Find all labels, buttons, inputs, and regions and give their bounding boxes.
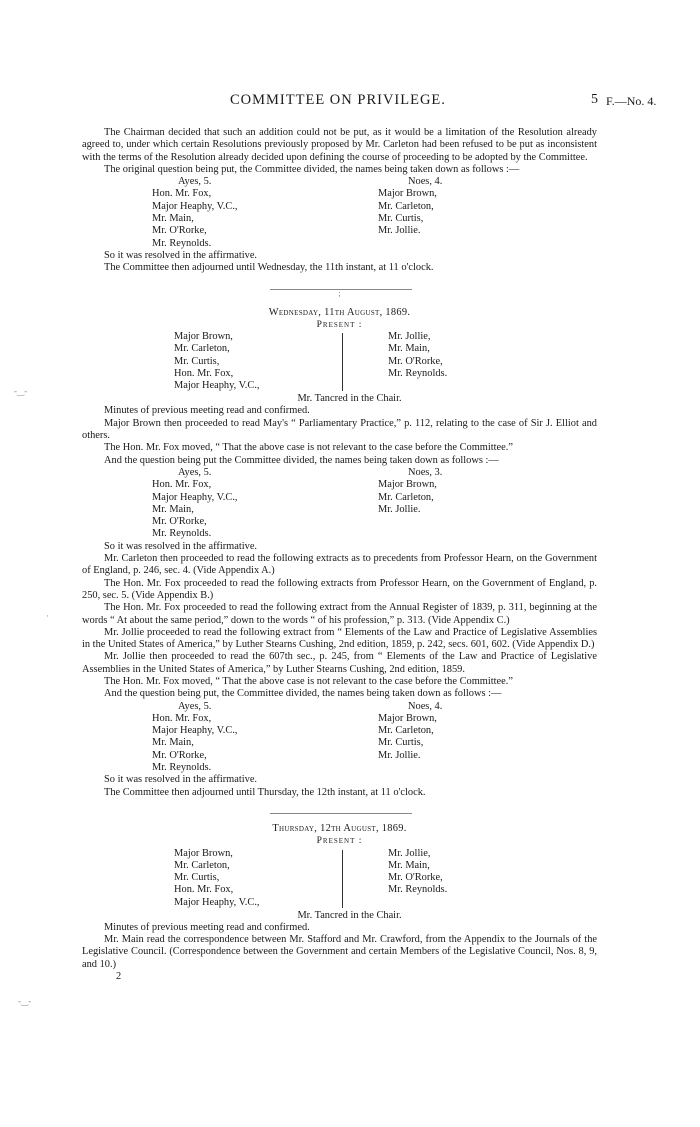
- document-body: [82, 127, 597, 983]
- present-heading: Present :: [316, 836, 363, 847]
- paragraph: The Committee then adjourned until Thursday, the 12th instant, at 11 o'clock.: [104, 786, 426, 798]
- member-name: Major Brown,: [378, 188, 437, 200]
- member-name: Mr. Main,: [152, 737, 194, 749]
- member-name: Major Brown,: [378, 712, 437, 724]
- margin-mark: -‿-: [18, 996, 32, 1006]
- noes-column: [378, 467, 442, 516]
- paragraph: So it was resolved in the affirmative.: [104, 249, 258, 261]
- ayes-column: [152, 467, 597, 541]
- paragraph: The Hon. Mr. Fox moved, “ That the above case is not relevant to the case before the Committee.”: [104, 675, 513, 687]
- noes-heading: Noes, 3.: [408, 466, 443, 478]
- member-name: Mr. Carleton,: [378, 491, 434, 503]
- member-name: Mr. Jollie,: [388, 331, 431, 343]
- attendance-list: [82, 848, 597, 910]
- attendance-right: [388, 848, 447, 897]
- paragraph: So it was resolved in the affirmative.: [104, 774, 258, 786]
- member-name: Major Heaphy, V.C.,: [174, 896, 260, 908]
- paragraph: Major Brown then proceeded to read May's “ Parliamentary Practice,” p. 112, relating to the case of Sir J. Elliot and others.: [82, 417, 597, 442]
- page-title: COMMITTEE ON PRIVILEGE.: [230, 92, 446, 108]
- noes-heading: Noes, 4.: [408, 700, 443, 712]
- member-name: Mr. Reynolds.: [388, 884, 448, 896]
- page-header: [80, 94, 684, 110]
- member-name: Major Heaphy, V.C.,: [174, 380, 260, 392]
- member-name: Mr. Main,: [152, 503, 194, 515]
- attendance-right: [388, 331, 447, 380]
- paragraph: The Hon. Mr. Fox proceeded to read the following extracts from Professor Hearn, on the Government of England, p. 250, sec. 5. (Vide Appendix B.): [82, 577, 597, 601]
- present-heading: Present :: [316, 319, 363, 330]
- attendance-left: [174, 848, 260, 909]
- member-name: Mr. O'Rorke,: [152, 225, 207, 237]
- paragraph: The Chairman decided that such an addition could not be put, as it would be a limitation of the Resolution already agreed to, under which certain Resolutions previously proposed by Mr. Carleton had been refused to be put as inconsistent with the terms of the Resolution already decided upon defining the course of proceeding to be adopted by the Committee.: [82, 127, 597, 163]
- member-name: Mr. Carleton,: [174, 343, 230, 355]
- member-name: Mr. Carleton,: [378, 725, 434, 737]
- division-list: [82, 467, 597, 541]
- member-name: Major Brown,: [174, 847, 233, 859]
- ayes-heading: Ayes, 5.: [178, 176, 212, 188]
- paragraph: Minutes of previous meeting read and confirmed.: [104, 921, 310, 933]
- member-name: Major Heaphy, V.C.,: [152, 491, 238, 503]
- ayes-heading: Ayes, 5.: [178, 466, 212, 478]
- member-name: Mr. Jollie.: [378, 749, 421, 761]
- division-list: [82, 701, 597, 775]
- paragraph: So it was resolved in the affirmative.: [104, 540, 258, 552]
- paper-reference: F.—No. 4.: [606, 94, 657, 108]
- margin-mark: ·: [46, 611, 49, 621]
- attendance-left: [174, 331, 260, 392]
- divider-mark: ;: [338, 288, 341, 298]
- member-name: Hon. Mr. Fox,: [174, 884, 234, 896]
- noes-column: [378, 701, 442, 762]
- member-name: Major Heaphy, V.C.,: [152, 725, 238, 737]
- member-name: Mr. Main,: [152, 213, 194, 225]
- paragraph: The original question being put, the Committee divided, the names being taken down as follows :—: [104, 163, 520, 175]
- member-name: Mr. Reynolds.: [152, 528, 212, 540]
- member-name: Mr. Carleton,: [378, 200, 434, 212]
- member-name: Mr. Carleton,: [174, 859, 230, 871]
- chair-line: Mr. Tancred in the Chair.: [297, 393, 402, 405]
- member-name: Hon. Mr. Fox,: [152, 188, 212, 200]
- member-name: Major Brown,: [378, 479, 437, 491]
- member-name: Hon. Mr. Fox,: [152, 712, 212, 724]
- member-name: Mr. Curtis,: [174, 872, 220, 884]
- paragraph: Mr. Jollie then proceeded to read the 607th sec., p. 245, from “ Elements of the Law and Practice of Legislative Assemblies in the United States of America,” by Luther Stearns Cushing, 2nd edition, 1859.: [82, 651, 597, 675]
- member-name: Mr. Curtis,: [378, 213, 424, 225]
- member-name: Mr. O'Rorke,: [388, 872, 443, 884]
- noes-column: [378, 176, 442, 237]
- paragraph: Mr. Jollie proceeded to read the following extract from “ Elements of the Law and Practice of Legislative Assemblies in the United States of America,” by Luther Stearns Cushing, 2nd edition, 1859, p. 242, secs. 601, 602. (Vide Appendix D.): [82, 626, 597, 651]
- ayes-heading: Ayes, 5.: [178, 700, 212, 712]
- ayes-column: [152, 701, 597, 775]
- paragraph: Mr. Main read the correspondence between Mr. Stafford and Mr. Crawford, from the Appendix to the Journals of the Legislative Council. (Correspondence between the Government and certain Members of the Legislative Council, Nos. 8, 9, and 10.): [82, 934, 597, 970]
- noes-heading: Noes, 4.: [408, 176, 443, 188]
- paragraph: Mr. Carleton then proceeded to read the following extracts as to precedents from Professor Hearn, on the Government of England, p. 246, sec. 4. (Vide Appendix A.): [82, 553, 597, 577]
- margin-mark: -‿-: [14, 386, 28, 396]
- member-name: Hon. Mr. Fox,: [174, 368, 234, 380]
- member-name: Mr. Reynolds.: [152, 762, 212, 774]
- ayes-column: [152, 176, 597, 250]
- member-name: Mr. Jollie.: [378, 225, 421, 237]
- paragraph: And the question being put the Committee divided, the names being taken down as follows :—: [104, 454, 499, 466]
- member-name: Mr. Reynolds.: [152, 237, 212, 249]
- member-name: Mr. Reynolds.: [388, 368, 448, 380]
- member-name: Mr. Main,: [388, 343, 430, 355]
- paragraph: The Hon. Mr. Fox proceeded to read the following extract from the Annual Register of 1839, p. 311, beginning at the words “ At about the same period,” down to the words “ of his profession,” p. 313. (Vide Appendix C.): [82, 602, 597, 626]
- meeting-date: Wednesday, 11th August, 1869.: [268, 306, 411, 318]
- column-rule: [342, 850, 343, 908]
- column-rule: [342, 333, 343, 391]
- member-name: Mr. O'Rorke,: [388, 355, 443, 367]
- paragraph: The Committee then adjourned until Wednesday, the 11th instant, at 11 o'clock.: [104, 262, 434, 274]
- member-name: Mr. Curtis,: [378, 737, 424, 749]
- member-name: Hon. Mr. Fox,: [152, 479, 212, 491]
- page-number: 5: [591, 92, 598, 107]
- member-name: Mr. O'Rorke,: [152, 749, 207, 761]
- meeting-date: Thursday, 12th August, 1869.: [272, 822, 407, 834]
- section-divider: [270, 813, 412, 814]
- member-name: Major Heaphy, V.C.,: [152, 200, 238, 212]
- chair-line: Mr. Tancred in the Chair.: [297, 909, 402, 921]
- attendance-list: [82, 331, 597, 393]
- member-name: Mr. Jollie.: [378, 503, 421, 515]
- member-name: Mr. Jollie,: [388, 847, 431, 859]
- member-name: Mr. Main,: [388, 859, 430, 871]
- paragraph: And the question being put, the Committee divided, the names being taken down as follows :—: [104, 688, 502, 700]
- signature-mark: 2: [116, 971, 122, 983]
- division-list: [82, 176, 597, 250]
- member-name: Mr. Curtis,: [174, 355, 220, 367]
- paragraph: Minutes of previous meeting read and confirmed.: [104, 405, 310, 417]
- paragraph: The Hon. Mr. Fox moved, “ That the above case is not relevant to the case before the Committee.”: [104, 442, 513, 454]
- member-name: Major Brown,: [174, 331, 233, 343]
- member-name: Mr. O'Rorke,: [152, 516, 207, 528]
